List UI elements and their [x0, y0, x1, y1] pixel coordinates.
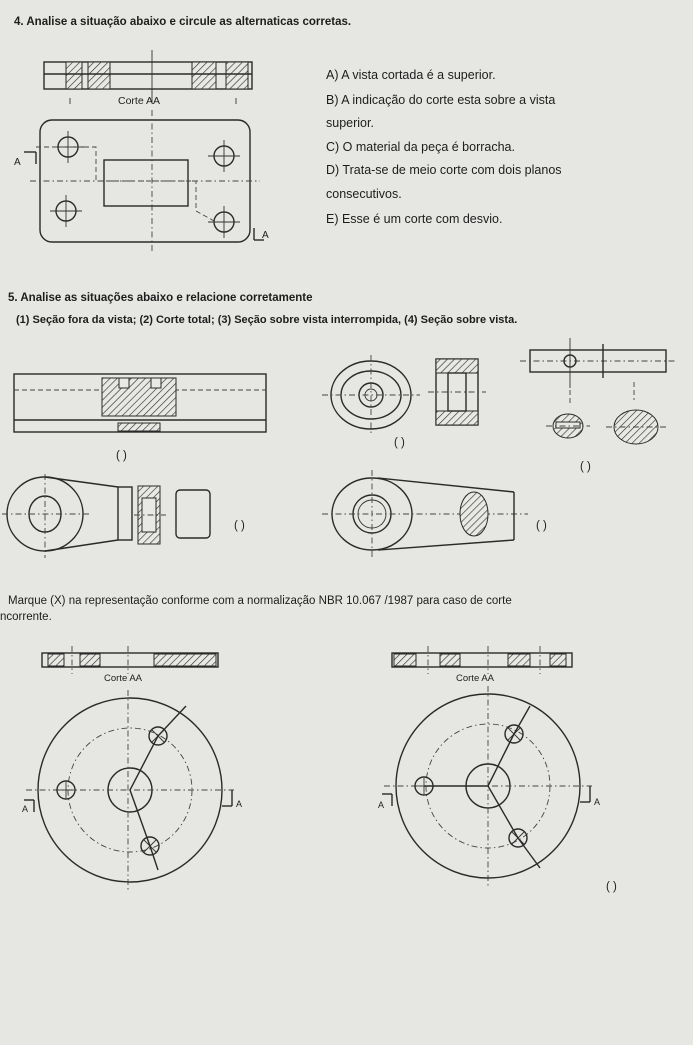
q6-left-marker-b: A [236, 799, 243, 809]
q4-option-e[interactable]: E) Esse é um corte com desvio. [326, 212, 503, 226]
q5-fig2-ring [322, 355, 486, 435]
q6-left-strip [42, 646, 218, 674]
q4-option-d-cont: consecutivos. [326, 187, 402, 201]
q6-right-marker: A [378, 800, 385, 810]
q4-option-b[interactable]: B) A indicação do corte esta sobre a vista [326, 93, 556, 107]
q4-title: 4. Analise a situação abaixo e circule as alternaticas corretas. [14, 16, 352, 28]
q4-marker-left: A [14, 157, 21, 168]
q5-title: 5. Analise as situações abaixo e relacione corretamente [8, 292, 313, 304]
q6-instruction-cont: ncorrente. [0, 611, 52, 623]
q4-top-view [24, 110, 264, 252]
q6-right-flange [382, 686, 592, 886]
q6-left-label: Corte AA [104, 673, 143, 684]
q5-blank-3[interactable]: ( ) [580, 461, 591, 473]
q5-blank-2[interactable]: ( ) [394, 437, 405, 449]
q6-left-marker: A [22, 804, 29, 814]
q4-option-a[interactable]: A) A vista cortada é a superior. [326, 68, 496, 82]
q5-fig5-lever [322, 470, 528, 560]
q6-right-marker-b: A [594, 797, 601, 807]
q6-right-label: Corte AA [456, 673, 495, 684]
q5-blank-4[interactable]: ( ) [234, 520, 245, 532]
q5-fig3-shaft [520, 338, 676, 444]
q4-option-b-cont: superior. [326, 116, 374, 130]
q4-option-c[interactable]: C) O material da peça é borracha. [326, 140, 515, 154]
q5-legend: (1) Seção fora da vista; (2) Corte total; (3) Seção sobre vista interrompida, (4) Seção sobre vista. [16, 314, 518, 326]
q5-blank-5[interactable]: ( ) [536, 520, 547, 532]
q4-marker-right: A [262, 230, 269, 241]
q4-drawing-label: Corte AA [118, 95, 161, 107]
q6-instruction: Marque (X) na representação conforme com a normalização NBR 10.067 /1987 para caso de corte [8, 595, 512, 607]
q6-left-flange [24, 690, 234, 890]
q5-fig4-flange [2, 474, 210, 558]
q5-blank-1[interactable]: ( ) [116, 450, 127, 462]
q6-right-strip [392, 646, 572, 674]
q4-option-d[interactable]: D) Trata-se de meio corte com dois planos [326, 163, 562, 177]
q6-blank-right[interactable]: ( ) [606, 881, 617, 893]
q5-fig1-bar [14, 374, 266, 432]
